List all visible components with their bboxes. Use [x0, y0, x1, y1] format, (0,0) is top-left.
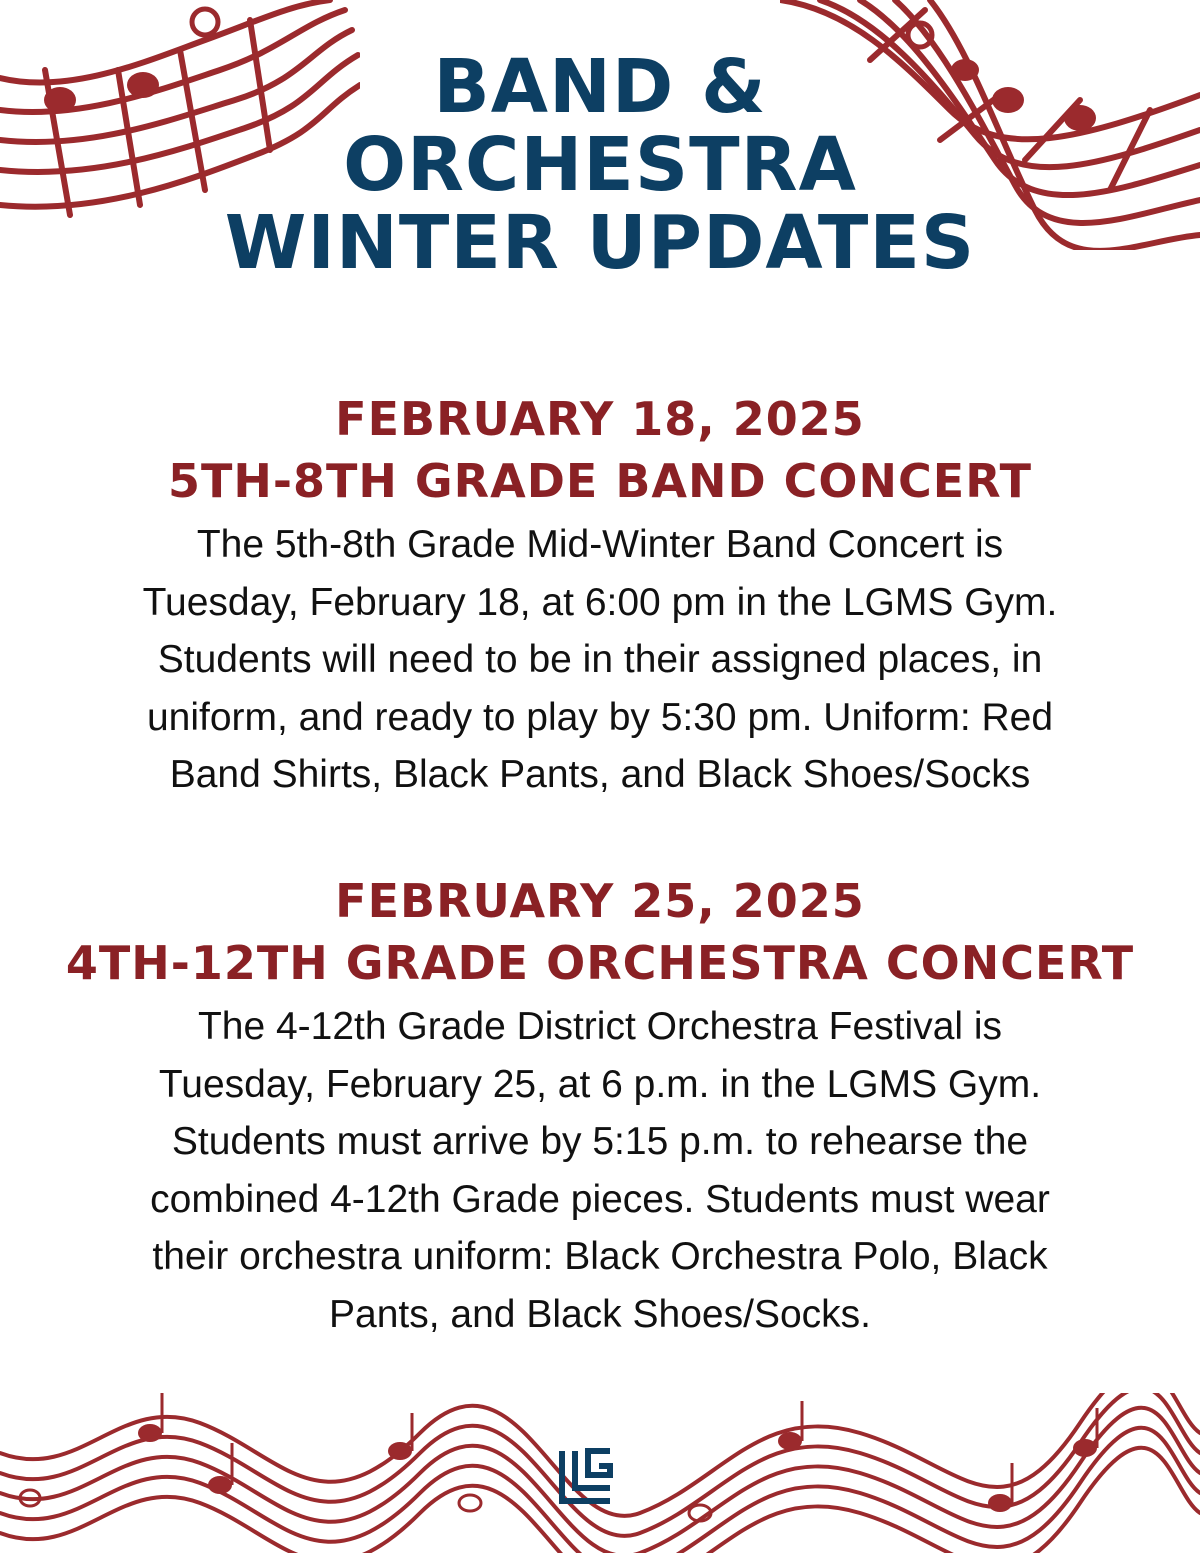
- orchestra-concert-date: FEBRUARY 25, 2025: [335, 874, 865, 928]
- band-description-line: The 5th-8th Grade Mid-Winter Band Concert is: [196, 523, 1004, 566]
- orchestra-description-line: their orchestra uniform: Black Orchestra Polo, Black: [152, 1235, 1048, 1278]
- band-concert-description: [30, 516, 1170, 804]
- page-title: [0, 44, 1200, 286]
- title-line-1: BAND &: [433, 44, 767, 130]
- band-description-line: Students will need to be in their assigned places, in: [157, 638, 1043, 681]
- orchestra-description-line: Students must arrive by 5:15 p.m. to rehearse the: [171, 1120, 1029, 1163]
- band-description-line: uniform, and ready to play by 5:30 pm. Uniform: Red: [146, 695, 1054, 739]
- band-description-line: Tuesday, February 18, at 6:00 pm in the LGMS Gym.: [142, 580, 1058, 624]
- orchestra-description-line: Pants, and Black Shoes/Socks.: [329, 1292, 871, 1336]
- orchestra-concert-title: 4TH-12TH GRADE ORCHESTRA CONCERT: [65, 936, 1135, 990]
- orchestra-description-line: combined 4-12th Grade pieces. Students must wear: [150, 1177, 1050, 1221]
- band-concert-title: 5TH-8TH GRADE BAND CONCERT: [168, 454, 1032, 508]
- band-concert-date: FEBRUARY 18, 2025: [335, 392, 865, 446]
- orchestra-concert-section: [30, 870, 1170, 1343]
- orchestra-concert-description: [30, 998, 1170, 1343]
- title-line-3: WINTER UPDATES: [224, 200, 976, 286]
- band-concert-section: [30, 388, 1170, 804]
- band-description-line: Band Shirts, Black Pants, and Black Shoes/Socks: [169, 753, 1031, 796]
- orchestra-description-line: The 4-12th Grade District Orchestra Festival is: [197, 1005, 1003, 1048]
- lg-logo-icon: [559, 1448, 613, 1504]
- title-line-2: ORCHESTRA: [343, 122, 857, 208]
- orchestra-description-line: Tuesday, February 25, at 6 p.m. in the LGMS Gym.: [158, 1062, 1042, 1106]
